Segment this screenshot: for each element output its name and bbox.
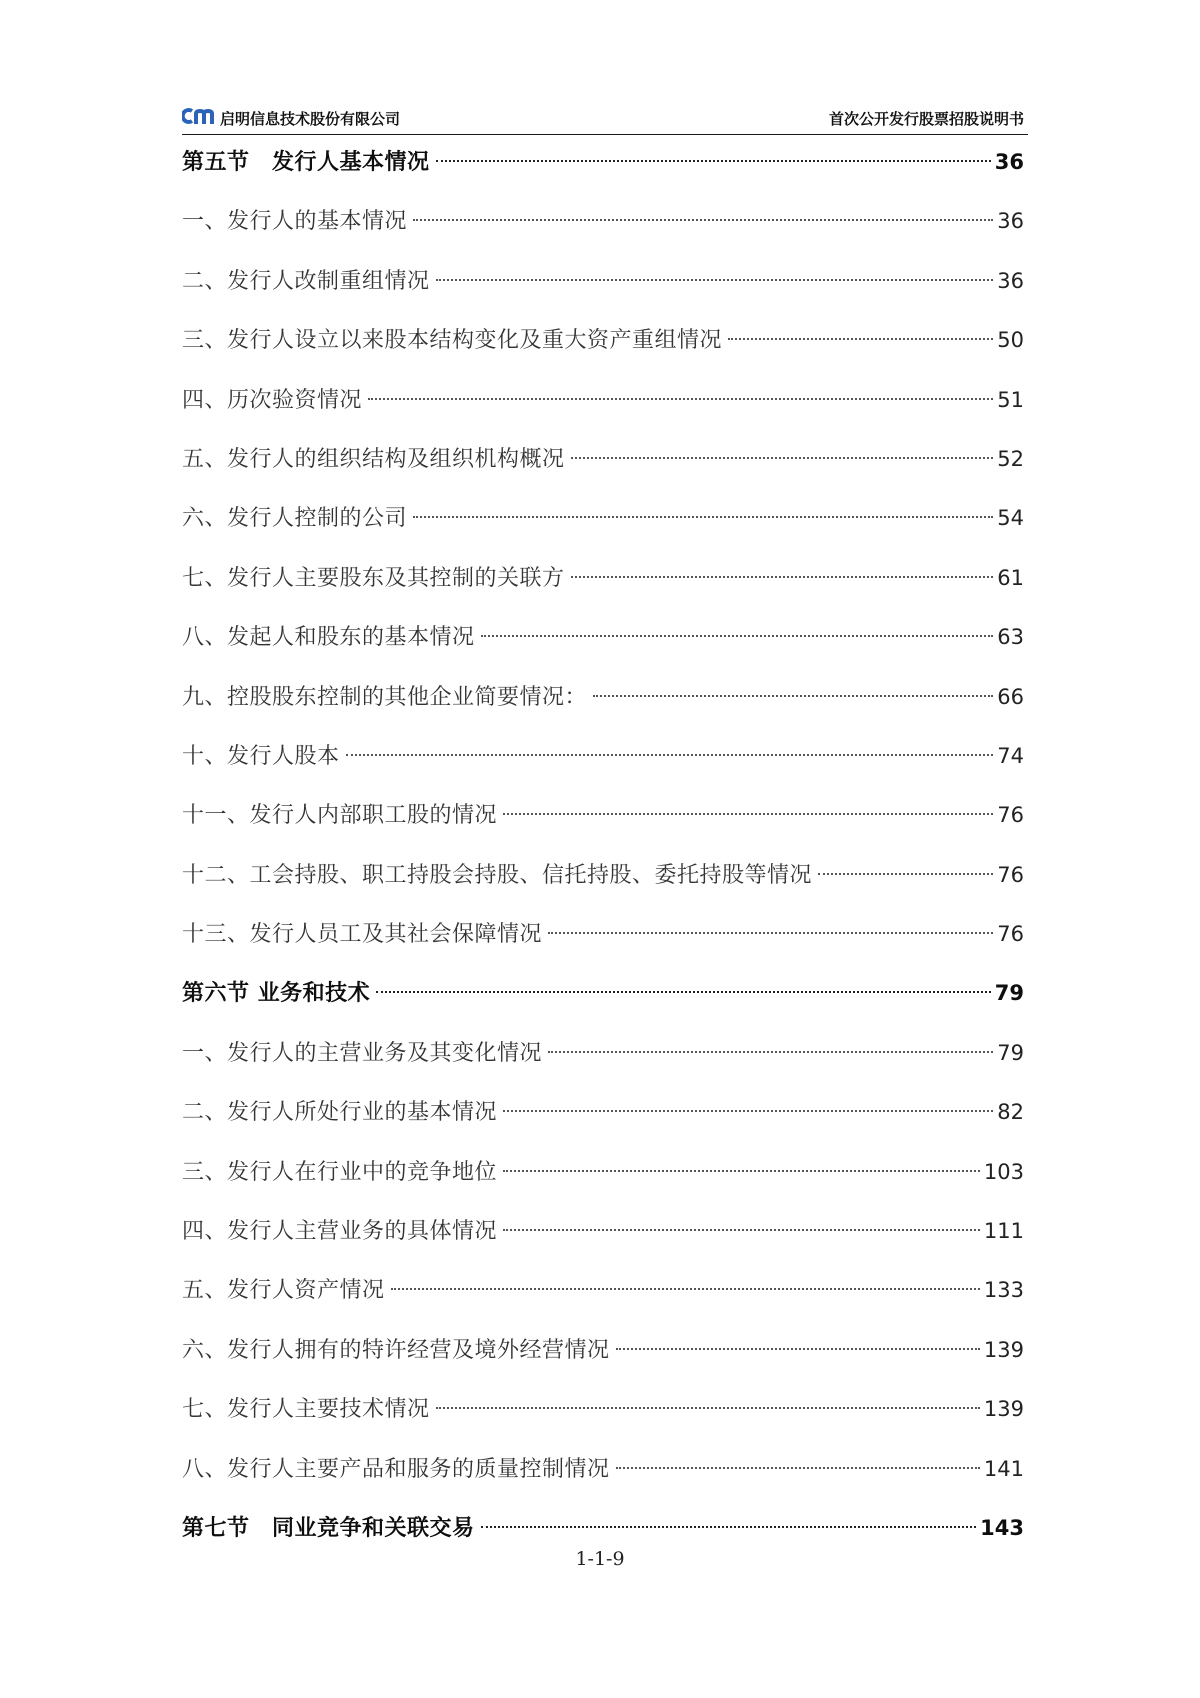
toc-page-number: 79 <box>997 1040 1024 1065</box>
toc-entry-title: 六、发行人拥有的特许经营及境外经营情况 <box>182 1337 610 1363</box>
dot-leader <box>436 160 991 162</box>
toc-page-number: 143 <box>980 1515 1024 1540</box>
dot-leader <box>548 932 993 934</box>
toc-page-number: 74 <box>997 743 1024 768</box>
toc-entry[interactable] <box>182 677 1024 736</box>
toc-entry[interactable] <box>182 498 1024 557</box>
toc-page-number: 66 <box>997 684 1024 709</box>
toc-entry-title: 三、发行人设立以来股本结构变化及重大资产重组情况 <box>182 328 723 354</box>
toc-entry-title: 第五节 发行人基本情况 <box>182 150 430 175</box>
toc-page-number: 82 <box>997 1100 1024 1125</box>
toc-page-number: 76 <box>997 922 1024 947</box>
toc-entry-title: 一、发行人的主营业务及其变化情况 <box>182 1040 543 1066</box>
toc-page-number: 36 <box>997 209 1024 234</box>
toc-page-number: 54 <box>997 506 1024 531</box>
toc-entry[interactable] <box>182 439 1024 498</box>
toc-entry[interactable] <box>182 855 1024 914</box>
dot-leader <box>376 991 991 993</box>
toc-entry-title: 八、发起人和股东的基本情况 <box>182 625 475 651</box>
dot-leader <box>571 457 994 459</box>
toc-section-heading[interactable] <box>182 973 1024 1032</box>
toc-page-number: 103 <box>983 1159 1024 1184</box>
toc-page-number: 76 <box>997 803 1024 828</box>
toc-entry[interactable] <box>182 1449 1024 1508</box>
dot-leader <box>481 1526 977 1528</box>
toc-entry[interactable] <box>182 617 1024 676</box>
toc-page-number: 61 <box>997 565 1024 590</box>
toc-page-number: 63 <box>997 625 1024 650</box>
dot-leader <box>436 279 994 281</box>
toc-entry-title: 七、发行人主要股东及其控制的关联方 <box>182 565 565 591</box>
toc-entry[interactable] <box>182 795 1024 854</box>
toc-entry-title: 六、发行人控制的公司 <box>182 506 408 532</box>
toc-entry[interactable] <box>182 1092 1024 1151</box>
company-logo-icon <box>182 106 218 126</box>
toc-page-number: 76 <box>997 862 1024 887</box>
toc-page-number: 139 <box>983 1397 1024 1422</box>
toc-section-heading[interactable] <box>182 142 1024 201</box>
toc-entry[interactable] <box>182 1211 1024 1270</box>
toc-entry-title: 十三、发行人员工及其社会保障情况 <box>182 922 543 948</box>
toc-entry[interactable] <box>182 380 1024 439</box>
dot-leader <box>818 873 993 875</box>
toc-entry-title: 第六节 业务和技术 <box>182 981 371 1007</box>
toc-entry-title: 三、发行人在行业中的竞争地位 <box>182 1159 498 1185</box>
dot-leader <box>728 338 993 340</box>
toc-entry-title: 二、发行人所处行业的基本情况 <box>182 1100 498 1126</box>
toc-entry[interactable] <box>182 1033 1024 1092</box>
toc-entry[interactable] <box>182 320 1024 379</box>
toc-page-number: 36 <box>997 268 1024 293</box>
dot-leader <box>481 635 994 637</box>
toc-entry-title: 四、历次验资情况 <box>182 387 363 413</box>
toc-entry[interactable] <box>182 201 1024 260</box>
toc-entry[interactable] <box>182 1152 1024 1211</box>
toc-entry-title: 十、发行人股本 <box>182 743 340 769</box>
dot-leader <box>413 219 993 221</box>
toc-entry[interactable] <box>182 1389 1024 1448</box>
toc-page-number: 51 <box>997 387 1024 412</box>
dot-leader <box>593 695 993 697</box>
toc-entry[interactable] <box>182 736 1024 795</box>
table-of-contents <box>182 142 1024 1567</box>
toc-page-number: 141 <box>983 1456 1024 1481</box>
page-number: 1-1-9 <box>575 1548 625 1570</box>
toc-entry[interactable] <box>182 1270 1024 1329</box>
dot-leader <box>616 1348 980 1350</box>
dot-leader <box>413 516 993 518</box>
dot-leader <box>616 1467 980 1469</box>
toc-entry-title: 八、发行人主要产品和服务的质量控制情况 <box>182 1456 610 1482</box>
dot-leader <box>391 1288 980 1290</box>
toc-entry-title: 十一、发行人内部职工股的情况 <box>182 803 498 829</box>
toc-entry-title: 四、发行人主营业务的具体情况 <box>182 1219 498 1245</box>
toc-entry-title: 七、发行人主要技术情况 <box>182 1397 430 1423</box>
page-header <box>182 104 1028 135</box>
dot-leader <box>346 754 994 756</box>
company-name: 启明信息技术股份有限公司 <box>220 110 401 128</box>
dot-leader <box>548 1051 993 1053</box>
toc-page-number: 111 <box>983 1219 1024 1244</box>
toc-entry[interactable] <box>182 261 1024 320</box>
toc-page-number: 133 <box>983 1278 1024 1303</box>
dot-leader <box>503 813 993 815</box>
toc-page-number: 52 <box>997 446 1024 471</box>
toc-entry-title: 九、控股股东控制的其他企业简要情况： <box>182 684 588 710</box>
toc-entry[interactable] <box>182 558 1024 617</box>
dot-leader <box>503 1229 980 1231</box>
dot-leader <box>571 576 994 578</box>
dot-leader <box>368 398 993 400</box>
toc-entry-title: 第七节 同业竞争和关联交易 <box>182 1515 475 1541</box>
toc-entry-title: 二、发行人改制重组情况 <box>182 268 430 294</box>
toc-entry-title: 十二、工会持股、职工持股会持股、信托持股、委托持股等情况 <box>182 862 813 888</box>
dot-leader <box>503 1110 993 1112</box>
toc-entry[interactable] <box>182 1330 1024 1389</box>
toc-entry[interactable] <box>182 914 1024 973</box>
toc-page-number: 50 <box>997 328 1024 353</box>
toc-entry-title: 五、发行人资产情况 <box>182 1278 385 1304</box>
toc-page-number: 79 <box>994 981 1024 1006</box>
toc-page-number: 36 <box>994 150 1024 174</box>
dot-leader <box>436 1407 980 1409</box>
document-title: 首次公开发行股票招股说明书 <box>828 110 1024 128</box>
toc-entry-title: 一、发行人的基本情况 <box>182 209 408 235</box>
toc-page-number: 139 <box>983 1337 1024 1362</box>
toc-entry-title: 五、发行人的组织结构及组织机构概况 <box>182 446 565 472</box>
dot-leader <box>503 1170 980 1172</box>
